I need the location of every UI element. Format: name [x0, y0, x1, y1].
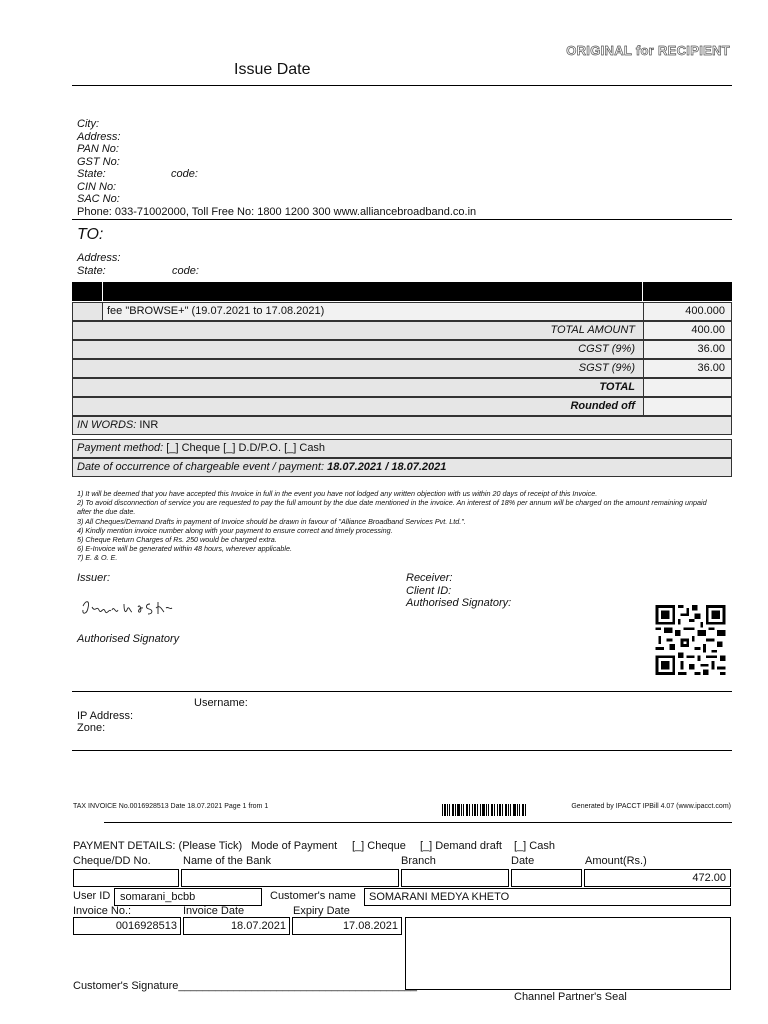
term-item: 2) To avoid disconnection of service you are requested to pay the full amount by the due date mentioned in the invoice. An interest of 18% per annum will be charged on the amount remaining unpaid after the due date.	[77, 498, 707, 517]
cgst-row	[72, 340, 732, 359]
receiver-label: Receiver:	[406, 572, 453, 584]
rounded-row	[72, 397, 732, 416]
issue-date-label: Issue Date	[234, 61, 311, 78]
sender-gst: GST No:	[77, 155, 120, 168]
bank-column: Name of the Bank	[183, 855, 272, 867]
in-words-row	[72, 416, 732, 435]
issuer-label: Issuer:	[77, 572, 111, 584]
recipient-code: code:	[172, 265, 199, 277]
invoice-date-label: Invoice Date	[183, 905, 245, 917]
customer-signature-line: Customer's Signature_______________________________________	[73, 980, 418, 992]
event-label: Date of occurrence of chargeable event / payment:	[77, 461, 325, 473]
generated-by-text: Generated by IPACCT IPBill 4.07 (www.ipacct.com)	[571, 803, 731, 810]
term-item: 4) Kindly mention invoice number along with your payment to ensure correct and timely processing.	[77, 525, 393, 535]
expiry-date-field[interactable]: 17.08.2021	[292, 917, 402, 935]
sgst-label: SGST (9%)	[73, 360, 644, 377]
date-field[interactable]	[511, 869, 582, 887]
term-item: 1) It will be deemed that you have accepted this Invoice in full in the event you have not lodged any written objection with us within 20 days of receipt of this Invoice.	[77, 489, 598, 498]
rounded-label: Rounded off	[73, 398, 644, 415]
sender-phone: Phone: 033-71002000, Toll Free No: 1800 1200 300 www.alliancebroadband.co.in	[77, 205, 477, 218]
recipient-address: Address:	[77, 252, 121, 264]
in-words-label: IN WORDS:	[77, 419, 137, 431]
payment-method-row	[72, 439, 732, 458]
barcode-icon	[442, 804, 526, 816]
grand-total-label: TOTAL	[73, 379, 644, 396]
cheque-dd-field[interactable]	[73, 869, 179, 887]
sender-block	[77, 118, 476, 218]
recipient-to: TO:	[77, 226, 104, 243]
sender-cin: CIN No:	[77, 180, 117, 193]
cheque-dd-column: Cheque/DD No.	[73, 855, 151, 867]
channel-partner-seal-label: Channel Partner's Seal	[514, 991, 627, 1003]
issuer-signatory-label: Authorised Signatory	[77, 633, 180, 645]
amount-column: Amount(Rs.)	[585, 855, 647, 867]
term-item: 5) Cheque Return Charges of Rs. 250 would be charged extra.	[77, 535, 277, 545]
terms-list	[77, 489, 707, 563]
branch-column: Branch	[401, 855, 436, 867]
payment-details-title: PAYMENT DETAILS: (Please Tick)	[73, 840, 243, 852]
term-item: 6) E-Invoice will be generated within 48 hours, wherever applicable.	[77, 544, 292, 554]
payment-method-label: Payment method:	[77, 442, 164, 454]
invoice-date-field[interactable]: 18.07.2021	[183, 917, 290, 935]
sender-pan: PAN No:	[77, 143, 119, 155]
signature-divider	[72, 691, 732, 692]
cgst-label: CGST (9%)	[73, 341, 644, 358]
user-id-field[interactable]: somarani_bcbb	[114, 888, 262, 906]
username-label: Username:	[194, 697, 248, 709]
signature-image	[80, 598, 176, 618]
rounded-value	[644, 398, 731, 415]
bank-name-field[interactable]	[181, 869, 399, 887]
receiver-signatory-label: Authorised Signatory:	[406, 597, 512, 609]
table-row	[72, 302, 732, 321]
cut-line	[104, 822, 732, 823]
grand-total-value	[644, 379, 731, 396]
client-id-label: Client ID:	[406, 585, 452, 597]
sgst-row	[72, 359, 732, 378]
customer-name-field[interactable]: SOMARANI MEDYA KHETO	[364, 888, 731, 906]
invoice-footer-text: TAX INVOICE No.0016928513 Date 18.07.2021 Page 1 from 1	[73, 803, 269, 810]
item-description: fee "BROWSE+" (19.07.2021 to 17.08.2021)	[103, 303, 644, 320]
sender-city: City:	[77, 118, 99, 130]
item-amount: 400.000	[644, 303, 731, 320]
amount-field[interactable]: 472.00	[584, 869, 731, 887]
sender-state: State:	[77, 168, 106, 180]
channel-partner-seal-box	[405, 917, 731, 990]
date-column: Date	[511, 855, 535, 867]
cheque-option[interactable]: [_] Cheque	[352, 840, 406, 852]
total-amount-value: 400.00	[644, 322, 731, 339]
sender-address: Address:	[77, 130, 121, 143]
sgst-value: 36.00	[644, 360, 731, 377]
event-row	[72, 458, 732, 477]
total-amount-label: TOTAL AMOUNT	[73, 322, 644, 339]
grand-total-row	[72, 378, 732, 397]
demand-draft-option[interactable]: [_] Demand draft	[420, 840, 502, 852]
table-header-bar	[72, 282, 732, 301]
mode-of-payment-label: Mode of Payment	[251, 840, 338, 852]
sender-divider	[72, 219, 732, 220]
expiry-date-label: Expiry Date	[293, 905, 350, 917]
term-item: 7) E. & O. E.	[77, 553, 118, 563]
cash-option[interactable]: [_] Cash	[514, 840, 555, 852]
recipient-state: State:	[77, 265, 106, 277]
payment-method-options: [_] Cheque [_] D.D/P.O. [_] Cash	[166, 442, 326, 454]
total-amount-row	[72, 321, 732, 340]
term-item: 3) All Cheques/Demand Drafts in payment of Invoice should be drawn in favour of "Alliance Broadband Services Pvt. Ltd.".	[77, 516, 466, 526]
customer-name-label: Customer's name	[270, 890, 356, 902]
sender-code: code:	[171, 168, 198, 180]
connection-divider	[72, 750, 732, 751]
invoice-no-label: Invoice No.:	[73, 905, 132, 917]
zone-label: Zone:	[77, 722, 106, 734]
in-words-value: INR	[139, 419, 159, 431]
branch-field[interactable]	[401, 869, 509, 887]
sender-sac: SAC No:	[77, 193, 120, 205]
invoice-no-field[interactable]: 0016928513	[73, 917, 181, 935]
copy-label: ORIGINAL for RECIPIENT	[566, 43, 730, 58]
event-value: 18.07.2021 / 18.07.2021	[327, 461, 447, 473]
cgst-value: 36.00	[644, 341, 731, 358]
qr-code-icon	[653, 605, 728, 675]
header-divider	[72, 85, 732, 86]
ip-address-label: IP Address:	[77, 710, 134, 722]
user-id-label: User ID	[73, 890, 111, 902]
